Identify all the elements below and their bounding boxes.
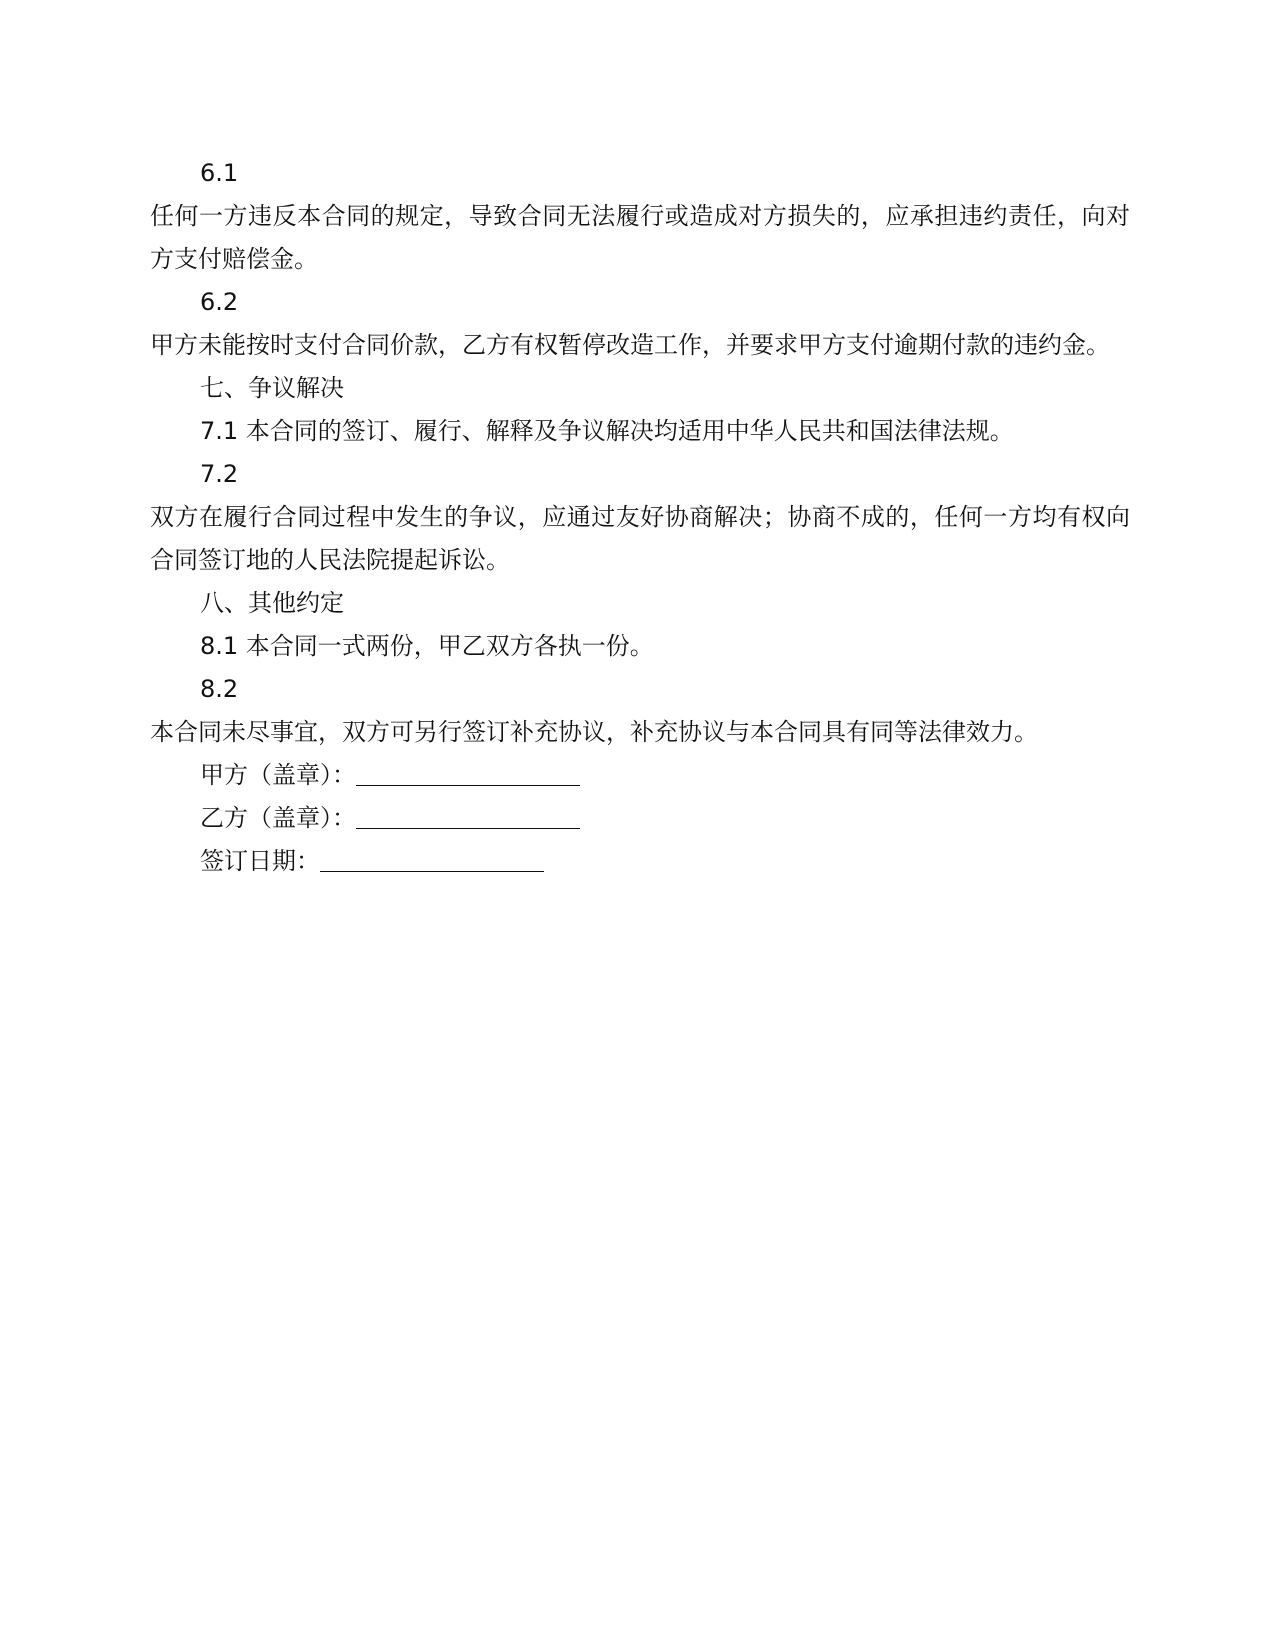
section-8-heading: 八、其他约定 (200, 589, 344, 617)
signature-date-blank (320, 847, 544, 872)
signature-party-b-blank (356, 804, 580, 829)
clause-6-2-number: 6.2 (200, 288, 239, 316)
clause-7-2-text: 双方在履行合同过程中发生的争议，应通过友好协商解决；协商不成的，任何一方均有权向合同签订地的人民法院提起诉讼。 (150, 503, 1130, 574)
signature-party-a-label: 甲方（盖章）： (200, 761, 356, 789)
signature-date (150, 840, 1130, 883)
clause-8-2-text: 本合同未尽事宜，双方可另行签订补充协议，补充协议与本合同具有同等法律效力。 (150, 718, 1038, 746)
clause-6-1-number: 6.1 (200, 159, 239, 187)
clause-6-1-text: 任何一方违反本合同的规定，导致合同无法履行或造成对方损失的，应承担违约责任，向对方支付赔偿金。 (150, 202, 1130, 273)
section-7-heading: 七、争议解决 (200, 374, 344, 402)
signature-party-a-blank (356, 761, 580, 786)
clause-6-2-text: 甲方未能按时支付合同价款，乙方有权暂停改造工作，并要求甲方支付逾期付款的违约金。 (150, 331, 1110, 359)
signature-date-label: 签订日期： (200, 847, 320, 875)
signature-party-b (150, 797, 1130, 840)
clause-7-2-number: 7.2 (200, 460, 239, 488)
clause-7-1: 7.1 本合同的签订、履行、解释及争议解决均适用中华人民共和国法律法规。 (200, 417, 1014, 445)
signature-party-a (150, 754, 1130, 797)
clause-8-1: 8.1 本合同一式两份，甲乙双方各执一份。 (200, 632, 654, 660)
signature-party-b-label: 乙方（盖章）： (200, 804, 356, 832)
clause-8-2-number: 8.2 (200, 675, 239, 703)
contract-page (150, 152, 1130, 883)
